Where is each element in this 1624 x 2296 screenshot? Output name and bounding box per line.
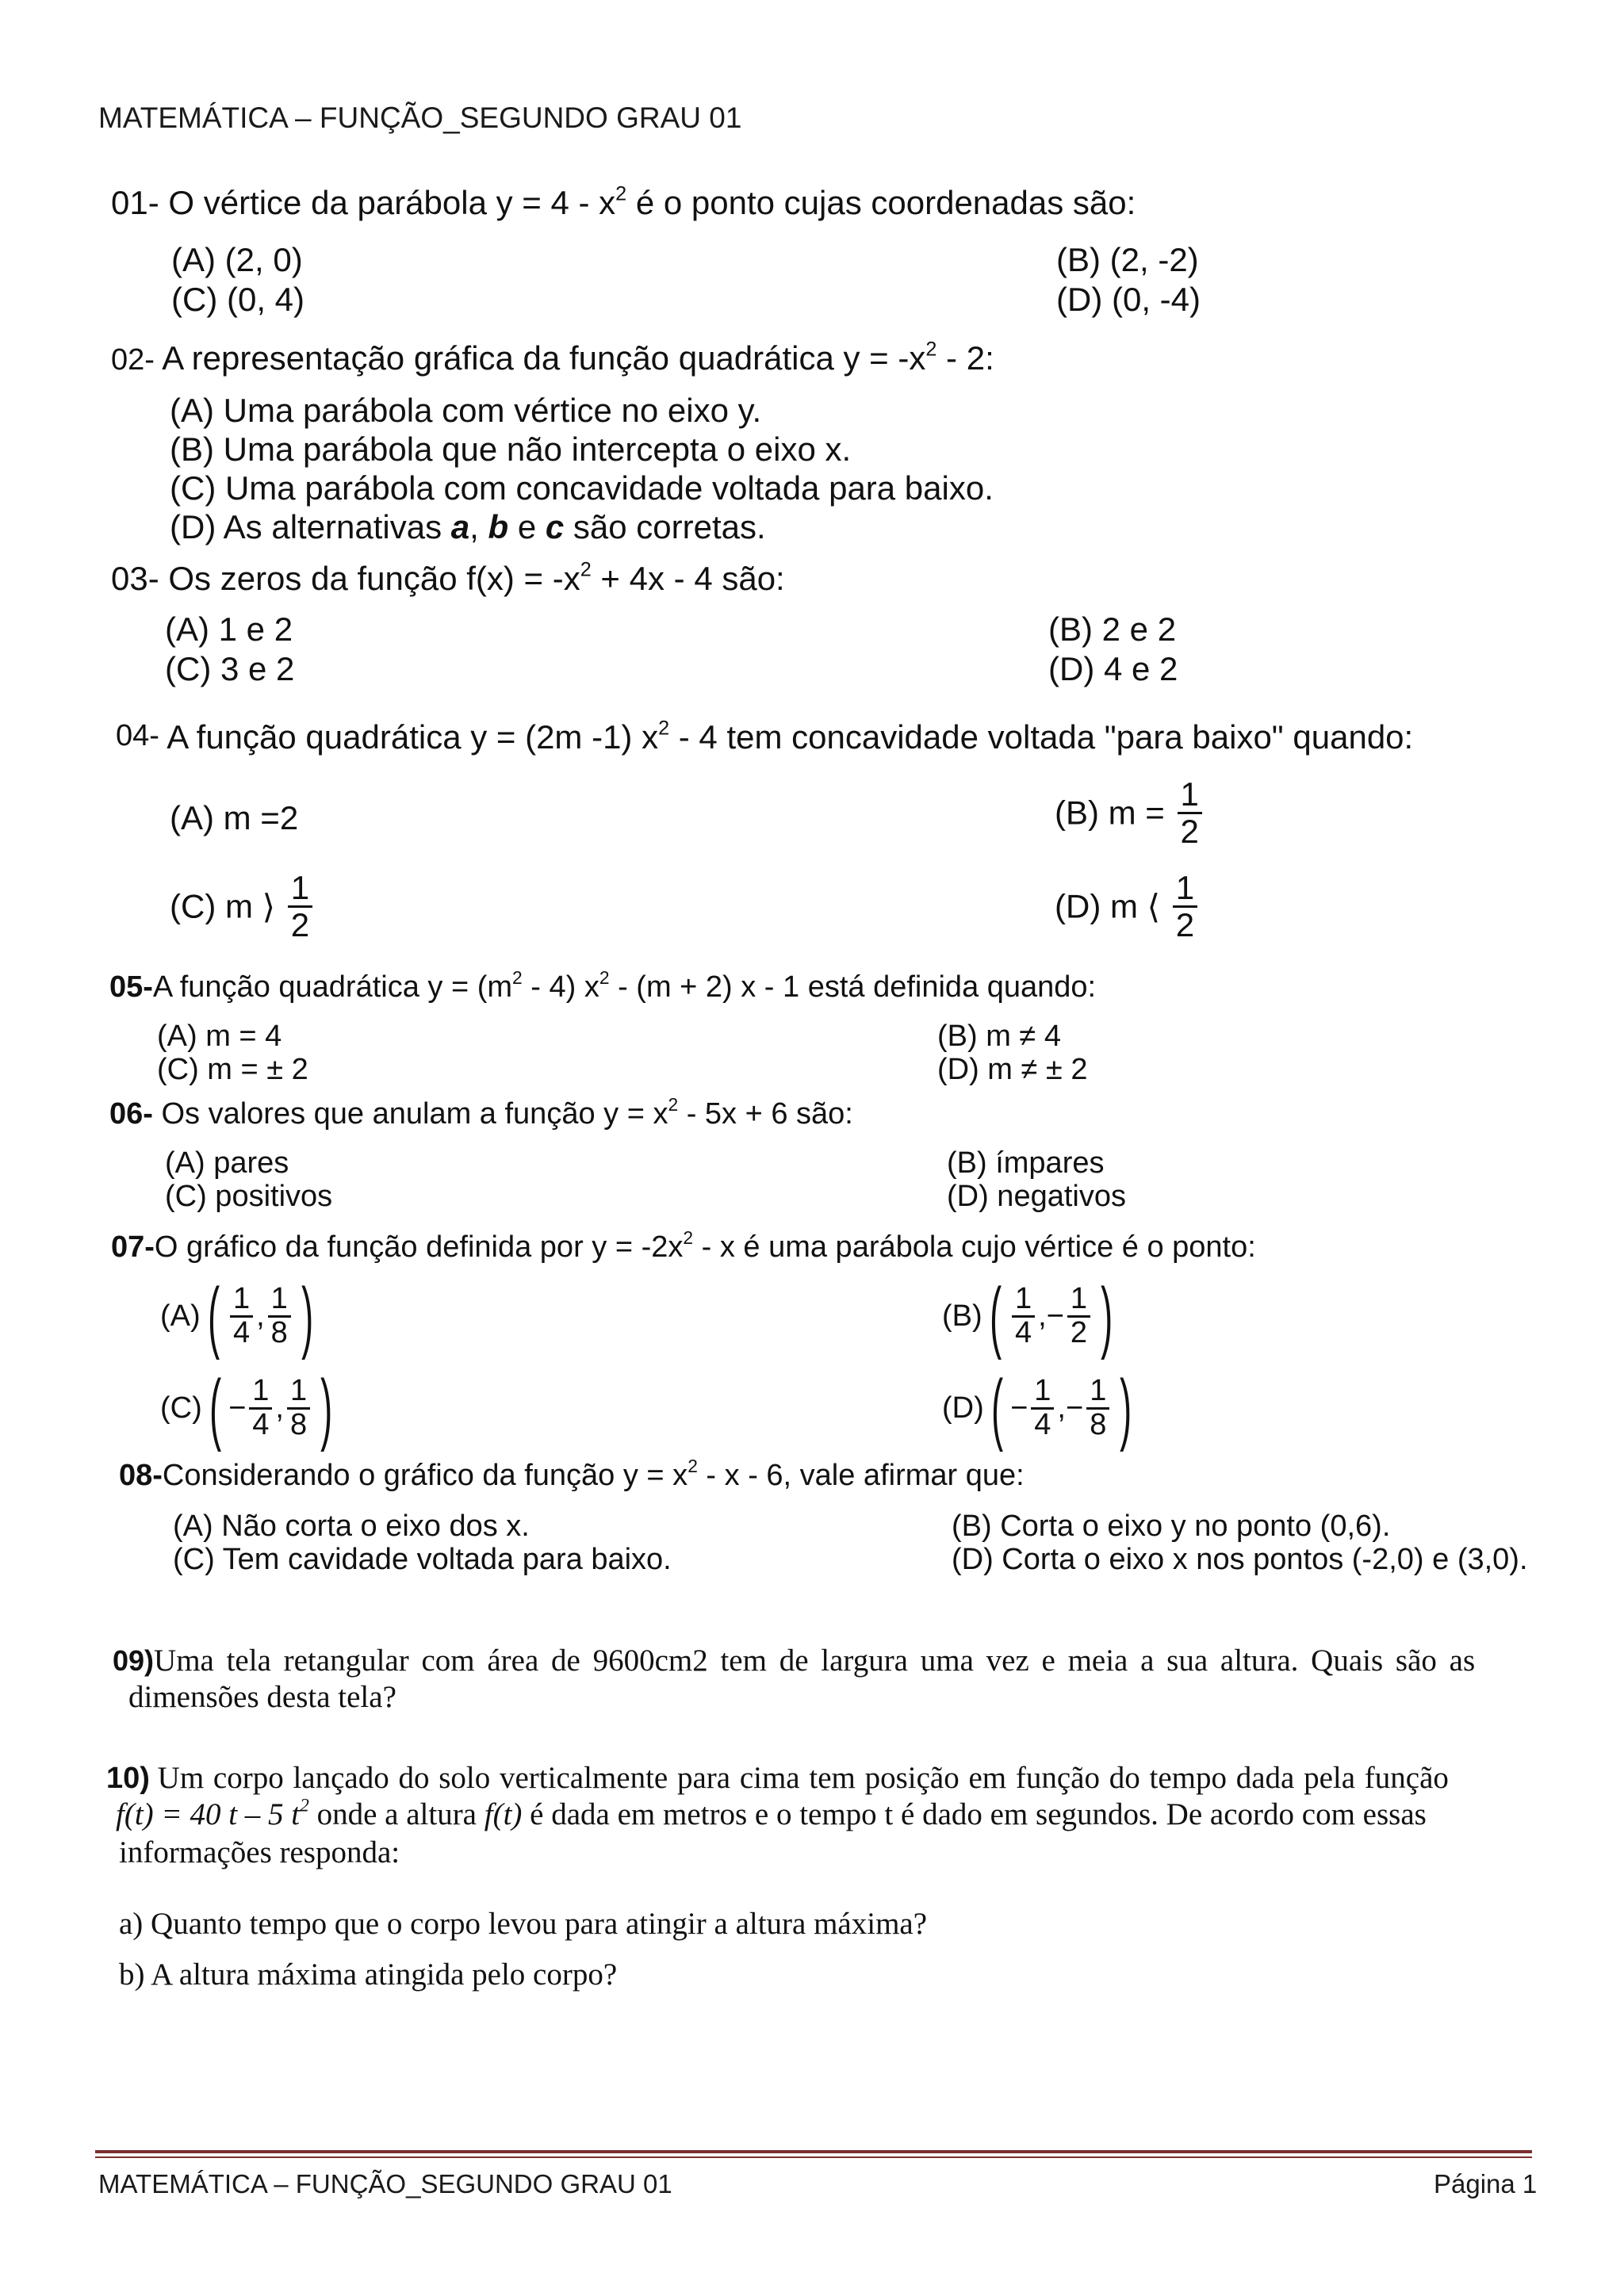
question-07-option-c: (C) ( − $\frac{1}{4}$ , $\frac{1}{8}$ ) xyxy=(160,1364,333,1452)
footer-divider-thin xyxy=(95,2156,1532,2158)
fraction: $\frac{1}{4}$ xyxy=(1031,1376,1054,1441)
question-01-option-b: (B) (2, -2) xyxy=(1056,241,1199,278)
question-07-option-d: (D) ( − $\frac{1}{4}$ , − $\frac{1}{8}$ ) xyxy=(942,1364,1132,1452)
question-08-option-d: (D) Corta o eixo x nos pontos (-2,0) e (3,0). xyxy=(952,1543,1528,1576)
question-01-option-c: (C) (0, 4) xyxy=(171,281,304,318)
question-01-stem: 01- O vértice da parábola $y = 4 - x^2$ é o ponto cujas coordenadas são: xyxy=(111,182,1136,221)
question-01-option-a: (A) (2, 0) xyxy=(171,241,303,278)
question-03-number: 03- xyxy=(111,560,159,597)
question-03-option-a: (A) 1 e 2 xyxy=(165,610,293,648)
question-05-number: 05- xyxy=(109,970,153,1004)
fraction-one-half: $\frac{1}{2}$ xyxy=(1173,871,1197,943)
footer-page-number: Página 1 xyxy=(1434,2169,1538,2198)
page-header-title: MATEMÁTICA – FUNÇÃO_SEGUNDO GRAU 01 xyxy=(98,101,742,134)
question-04-option-b: (B) m = $\frac{1}{2}$ xyxy=(1055,777,1205,849)
question-09-line-2: dimensões desta tela? xyxy=(128,1680,396,1714)
question-03-option-b: (B) 2 e 2 xyxy=(1048,610,1177,648)
question-05-option-a: (A) m = 4 xyxy=(157,1020,282,1053)
question-10-line-3: informações responda: xyxy=(119,1835,400,1869)
question-01-number: 01- xyxy=(111,184,159,221)
question-06-option-a: (A) pares xyxy=(165,1146,289,1180)
question-05-stem: 05-A função quadrática $y = (m^2 - 4)$ $x^2 - (m + 2)$ x - 1 está definida quando: xyxy=(109,967,1097,1004)
fraction: $\frac{1}{4}$ xyxy=(230,1284,253,1349)
fraction: $\frac{1}{2}$ xyxy=(1067,1284,1090,1349)
fraction: $\frac{1}{8}$ xyxy=(1086,1376,1109,1441)
question-07-number: 07- xyxy=(111,1230,155,1264)
question-02-stem: 02- A representação gráfica da função quadrática $y = -x^2 - 2$: xyxy=(111,338,994,377)
question-04-option-c: (C) m ⟩ $\frac{1}{2}$ xyxy=(170,871,316,943)
question-06-stem: 06- Os valores que anulam a função $y = x^2 - 5x + 6$ são: xyxy=(109,1094,853,1131)
question-04-number: 04- xyxy=(116,719,159,752)
question-07-stem: 07-O gráfico da função definida por $y = -2x^2 - x$ é uma parábola cujo vértice é o ponto: xyxy=(111,1227,1256,1264)
question-06-option-d: (D) negativos xyxy=(947,1180,1126,1213)
question-08-option-a: (A) Não corta o eixo dos x. xyxy=(173,1510,530,1543)
fraction: $\frac{1}{4}$ xyxy=(1012,1284,1035,1349)
question-02-option-d: (D) As alternativas a, b e c são corretas. xyxy=(170,508,766,545)
question-02-number: 02- xyxy=(111,343,155,377)
question-08-option-c: (C) Tem cavidade voltada para baixo. xyxy=(173,1543,672,1576)
question-08-number: 08- xyxy=(119,1459,163,1492)
question-03-option-c: (C) 3 e 2 xyxy=(165,650,295,687)
question-04-option-a: (A) m =2 xyxy=(170,799,299,836)
fraction-one-half: $\frac{1}{2}$ xyxy=(288,871,312,943)
question-06-option-c: (C) positivos xyxy=(165,1180,333,1213)
question-02-option-b: (B) Uma parábola que não intercepta o eixo x. xyxy=(170,430,852,468)
fraction: $\frac{1}{8}$ xyxy=(287,1376,310,1441)
question-09-line-1: 09)Uma tela retangular com área de 9600cm2 tem de largura uma vez e meia a sua altura. Quais são as xyxy=(113,1644,1476,1678)
question-08-stem: 08-Considerando o gráfico da função $y = x^2 - x - 6$, vale afirmar que: xyxy=(119,1456,1025,1492)
question-09-number: 09) xyxy=(113,1644,155,1677)
question-05-option-d: (D) m ≠ ± 2 xyxy=(937,1053,1088,1086)
question-07-option-a: (A) ( $\frac{1}{4}$ , $\frac{1}{8}$ ) xyxy=(160,1272,313,1360)
less-than-symbol: ⟨ xyxy=(1147,888,1161,926)
formula-f-t: f(t) = 40 t – 5 t xyxy=(116,1797,301,1831)
question-10-item-a: a) Quanto tempo que o corpo levou para atingir a altura máxima? xyxy=(119,1907,928,1941)
question-04-stem: 04- A função quadrática y = (2m -1) $x^2 - 4$ tem concavidade voltada "para baixo" quando: xyxy=(116,717,1414,756)
question-06-number: 06- xyxy=(109,1097,153,1131)
question-04-option-d: (D) m ⟨ $\frac{1}{2}$ xyxy=(1055,871,1201,943)
question-10-number: 10) xyxy=(106,1762,150,1795)
question-07-option-b: (B) ( $\frac{1}{4}$ , − $\frac{1}{2}$ ) xyxy=(942,1272,1113,1360)
footer-title: MATEMÁTICA – FUNÇÃO_SEGUNDO GRAU 01 xyxy=(98,2169,672,2198)
fraction: $\frac{1}{4}$ xyxy=(249,1376,272,1441)
question-01-option-d: (D) (0, -4) xyxy=(1056,281,1201,318)
question-02-option-c: (C) Uma parábola com concavidade voltada para baixo. xyxy=(170,469,994,507)
question-02-option-a: (A) Uma parábola com vértice no eixo y. xyxy=(170,392,762,429)
question-03-stem: 03- Os zeros da função $f(x) = -x^2 + 4x - 4$ são: xyxy=(111,558,785,597)
footer-divider xyxy=(95,2150,1532,2153)
fraction-one-half: $\frac{1}{2}$ xyxy=(1178,777,1202,849)
question-10-line-1: 10) Um corpo lançado do solo verticalmente para cima tem posição em função do tempo dada pela função xyxy=(106,1761,1449,1795)
question-05-option-c: (C) m = ± 2 xyxy=(157,1053,308,1086)
question-08-option-b: (B) Corta o eixo y no ponto (0,6). xyxy=(952,1510,1391,1543)
fraction: $\frac{1}{8}$ xyxy=(268,1284,291,1349)
greater-than-symbol: ⟩ xyxy=(262,888,276,926)
question-03-option-d: (D) 4 e 2 xyxy=(1048,650,1178,687)
question-10-line-2: f(t) = 40 t – 5 $t^2$ onde a altura f(t) é dada em metros e o tempo t é dado em segundos. De acordo com essas xyxy=(116,1795,1427,1831)
question-06-option-b: (B) ímpares xyxy=(947,1146,1105,1180)
question-05-option-b: (B) m ≠ 4 xyxy=(937,1020,1061,1053)
question-10-item-b: b) A altura máxima atingida pelo corpo? xyxy=(119,1957,618,1992)
